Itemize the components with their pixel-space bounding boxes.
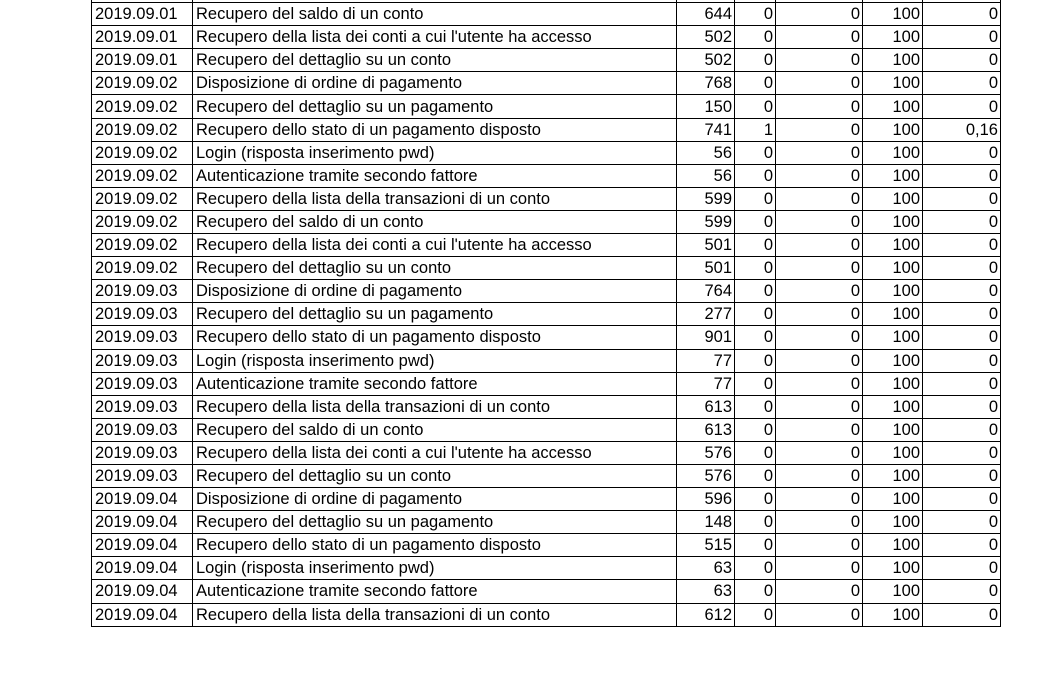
description-cell: Recupero della lista dei conti a cui l'utente ha accesso bbox=[193, 234, 677, 257]
error-count-cell: 0 bbox=[735, 488, 776, 511]
description-cell: Autenticazione tramite secondo fattore bbox=[193, 164, 677, 187]
table-row bbox=[92, 49, 1001, 72]
time-cell: 0 bbox=[923, 488, 1001, 511]
time-cell: 0 bbox=[923, 72, 1001, 95]
error-count-2-cell: 0 bbox=[776, 603, 863, 626]
time-cell: 0 bbox=[923, 234, 1001, 257]
error-count-2-cell: 0 bbox=[776, 441, 863, 464]
count-cell: 576 bbox=[677, 441, 735, 464]
table-row bbox=[92, 418, 1001, 441]
percent-cell: 100 bbox=[863, 280, 923, 303]
percent-cell: 100 bbox=[863, 580, 923, 603]
percent-cell: 100 bbox=[863, 372, 923, 395]
description-cell: Disposizione di ordine di pagamento bbox=[193, 280, 677, 303]
percent-cell: 100 bbox=[863, 257, 923, 280]
table-body bbox=[92, 0, 1001, 626]
error-count-2-cell: 0 bbox=[776, 349, 863, 372]
date-cell: 2019.09.01 bbox=[92, 3, 193, 26]
date-cell: 2019.09.03 bbox=[92, 349, 193, 372]
table-row bbox=[92, 603, 1001, 626]
description-cell: Autenticazione tramite secondo fattore bbox=[193, 372, 677, 395]
error-count-cell: 0 bbox=[735, 372, 776, 395]
count-cell: 599 bbox=[677, 187, 735, 210]
description-cell: Disposizione di ordine di pagamento bbox=[193, 488, 677, 511]
time-cell: 0 bbox=[923, 441, 1001, 464]
table-row bbox=[92, 187, 1001, 210]
time-cell: 0,16 bbox=[923, 118, 1001, 141]
error-count-cell: 0 bbox=[735, 349, 776, 372]
table-row bbox=[92, 464, 1001, 487]
table-row bbox=[92, 488, 1001, 511]
date-cell: 2019.09.02 bbox=[92, 95, 193, 118]
count-cell: 502 bbox=[677, 49, 735, 72]
time-cell: 0 bbox=[923, 49, 1001, 72]
count-cell: 501 bbox=[677, 234, 735, 257]
count-cell: 613 bbox=[677, 395, 735, 418]
description-cell: Login (risposta inserimento pwd) bbox=[193, 349, 677, 372]
description-cell: Login (risposta inserimento pwd) bbox=[193, 141, 677, 164]
error-count-cell: 0 bbox=[735, 141, 776, 164]
error-count-2-cell: 0 bbox=[776, 49, 863, 72]
percent-cell: 100 bbox=[863, 164, 923, 187]
error-count-2-cell: 0 bbox=[776, 95, 863, 118]
error-count-cell: 0 bbox=[735, 210, 776, 233]
count-cell: 596 bbox=[677, 488, 735, 511]
percent-cell: 100 bbox=[863, 303, 923, 326]
date-cell: 2019.09.03 bbox=[92, 418, 193, 441]
error-count-cell: 0 bbox=[735, 441, 776, 464]
time-cell: 0 bbox=[923, 326, 1001, 349]
date-cell: 2019.09.01 bbox=[92, 26, 193, 49]
error-count-cell: 0 bbox=[735, 72, 776, 95]
table-row bbox=[92, 395, 1001, 418]
table-row bbox=[92, 118, 1001, 141]
percent-cell: 100 bbox=[863, 49, 923, 72]
description-cell: Recupero dello stato di un pagamento disposto bbox=[193, 534, 677, 557]
description-cell: Recupero del dettaglio su un conto bbox=[193, 49, 677, 72]
percent-cell: 100 bbox=[863, 395, 923, 418]
error-count-2-cell: 0 bbox=[776, 3, 863, 26]
table-row bbox=[92, 349, 1001, 372]
date-cell: 2019.09.03 bbox=[92, 326, 193, 349]
description-cell: Recupero della lista della transazioni di un conto bbox=[193, 603, 677, 626]
percent-cell: 100 bbox=[863, 349, 923, 372]
percent-cell: 100 bbox=[863, 118, 923, 141]
time-cell: 0 bbox=[923, 580, 1001, 603]
error-count-cell: 0 bbox=[735, 534, 776, 557]
percent-cell: 100 bbox=[863, 3, 923, 26]
error-count-cell: 0 bbox=[735, 395, 776, 418]
description-cell: Recupero del saldo di un conto bbox=[193, 418, 677, 441]
percent-cell: 100 bbox=[863, 534, 923, 557]
count-cell: 741 bbox=[677, 118, 735, 141]
table-row bbox=[92, 280, 1001, 303]
count-cell: 150 bbox=[677, 95, 735, 118]
table-row bbox=[92, 557, 1001, 580]
date-cell: 2019.09.02 bbox=[92, 234, 193, 257]
date-cell: 2019.09.02 bbox=[92, 164, 193, 187]
count-cell: 501 bbox=[677, 257, 735, 280]
date-cell: 2019.09.03 bbox=[92, 441, 193, 464]
table-row bbox=[92, 326, 1001, 349]
date-cell: 2019.09.04 bbox=[92, 534, 193, 557]
date-cell: 2019.09.03 bbox=[92, 395, 193, 418]
error-count-cell: 0 bbox=[735, 95, 776, 118]
count-cell: 768 bbox=[677, 72, 735, 95]
percent-cell: 100 bbox=[863, 95, 923, 118]
percent-cell: 100 bbox=[863, 210, 923, 233]
time-cell: 0 bbox=[923, 26, 1001, 49]
time-cell: 0 bbox=[923, 187, 1001, 210]
date-cell: 2019.09.04 bbox=[92, 580, 193, 603]
table-row bbox=[92, 372, 1001, 395]
percent-cell: 100 bbox=[863, 187, 923, 210]
description-cell: Recupero del saldo di un conto bbox=[193, 3, 677, 26]
percent-cell: 100 bbox=[863, 234, 923, 257]
date-cell: 2019.09.02 bbox=[92, 257, 193, 280]
data-table bbox=[91, 0, 1001, 627]
error-count-2-cell: 0 bbox=[776, 511, 863, 534]
error-count-2-cell: 0 bbox=[776, 164, 863, 187]
table-row bbox=[92, 72, 1001, 95]
description-cell: Autenticazione tramite secondo fattore bbox=[193, 580, 677, 603]
date-cell: 2019.09.04 bbox=[92, 488, 193, 511]
description-cell: Recupero della lista della transazioni di un conto bbox=[193, 395, 677, 418]
time-cell: 0 bbox=[923, 303, 1001, 326]
count-cell: 63 bbox=[677, 557, 735, 580]
date-cell: 2019.09.02 bbox=[92, 141, 193, 164]
error-count-cell: 0 bbox=[735, 303, 776, 326]
time-cell: 0 bbox=[923, 141, 1001, 164]
error-count-cell: 0 bbox=[735, 26, 776, 49]
date-cell: 2019.09.04 bbox=[92, 557, 193, 580]
description-cell: Recupero dello stato di un pagamento disposto bbox=[193, 326, 677, 349]
error-count-2-cell: 0 bbox=[776, 141, 863, 164]
count-cell: 277 bbox=[677, 303, 735, 326]
description-cell: Recupero della lista della transazioni di un conto bbox=[193, 187, 677, 210]
count-cell: 599 bbox=[677, 210, 735, 233]
error-count-cell: 0 bbox=[735, 187, 776, 210]
error-count-cell: 0 bbox=[735, 49, 776, 72]
description-cell: Recupero del dettaglio su un pagamento bbox=[193, 303, 677, 326]
percent-cell: 100 bbox=[863, 441, 923, 464]
description-cell: Recupero del dettaglio su un pagamento bbox=[193, 511, 677, 534]
description-cell: Recupero della lista dei conti a cui l'utente ha accesso bbox=[193, 26, 677, 49]
percent-cell: 100 bbox=[863, 511, 923, 534]
percent-cell: 100 bbox=[863, 464, 923, 487]
table-row bbox=[92, 210, 1001, 233]
time-cell: 0 bbox=[923, 210, 1001, 233]
error-count-2-cell: 0 bbox=[776, 210, 863, 233]
error-count-2-cell: 0 bbox=[776, 488, 863, 511]
description-cell: Recupero dello stato di un pagamento disposto bbox=[193, 118, 677, 141]
time-cell: 0 bbox=[923, 603, 1001, 626]
error-count-cell: 0 bbox=[735, 464, 776, 487]
error-count-2-cell: 0 bbox=[776, 187, 863, 210]
date-cell: 2019.09.03 bbox=[92, 464, 193, 487]
count-cell: 148 bbox=[677, 511, 735, 534]
table-row bbox=[92, 303, 1001, 326]
date-cell: 2019.09.01 bbox=[92, 49, 193, 72]
count-cell: 613 bbox=[677, 418, 735, 441]
error-count-cell: 0 bbox=[735, 580, 776, 603]
percent-cell: 100 bbox=[863, 326, 923, 349]
table-row bbox=[92, 511, 1001, 534]
percent-cell: 100 bbox=[863, 488, 923, 511]
percent-cell: 100 bbox=[863, 72, 923, 95]
time-cell: 0 bbox=[923, 395, 1001, 418]
time-cell: 0 bbox=[923, 164, 1001, 187]
date-cell: 2019.09.03 bbox=[92, 372, 193, 395]
error-count-2-cell: 0 bbox=[776, 280, 863, 303]
time-cell: 0 bbox=[923, 257, 1001, 280]
description-cell: Disposizione di ordine di pagamento bbox=[193, 72, 677, 95]
description-cell: Recupero della lista dei conti a cui l'utente ha accesso bbox=[193, 441, 677, 464]
error-count-2-cell: 0 bbox=[776, 303, 863, 326]
count-cell: 515 bbox=[677, 534, 735, 557]
percent-cell: 100 bbox=[863, 141, 923, 164]
error-count-2-cell: 0 bbox=[776, 580, 863, 603]
time-cell: 0 bbox=[923, 349, 1001, 372]
count-cell: 56 bbox=[677, 164, 735, 187]
count-cell: 901 bbox=[677, 326, 735, 349]
date-cell: 2019.09.04 bbox=[92, 511, 193, 534]
error-count-2-cell: 0 bbox=[776, 464, 863, 487]
error-count-2-cell: 0 bbox=[776, 118, 863, 141]
table-row bbox=[92, 164, 1001, 187]
error-count-2-cell: 0 bbox=[776, 534, 863, 557]
error-count-2-cell: 0 bbox=[776, 26, 863, 49]
description-cell: Recupero del dettaglio su un conto bbox=[193, 257, 677, 280]
time-cell: 0 bbox=[923, 372, 1001, 395]
date-cell: 2019.09.03 bbox=[92, 303, 193, 326]
description-cell: Recupero del dettaglio su un pagamento bbox=[193, 95, 677, 118]
error-count-2-cell: 0 bbox=[776, 326, 863, 349]
table-row bbox=[92, 257, 1001, 280]
percent-cell: 100 bbox=[863, 26, 923, 49]
count-cell: 77 bbox=[677, 372, 735, 395]
date-cell: 2019.09.02 bbox=[92, 187, 193, 210]
time-cell: 0 bbox=[923, 95, 1001, 118]
time-cell: 0 bbox=[923, 418, 1001, 441]
error-count-2-cell: 0 bbox=[776, 72, 863, 95]
table-row bbox=[92, 95, 1001, 118]
percent-cell: 100 bbox=[863, 603, 923, 626]
error-count-cell: 0 bbox=[735, 511, 776, 534]
error-count-cell: 0 bbox=[735, 603, 776, 626]
description-cell: Recupero del saldo di un conto bbox=[193, 210, 677, 233]
error-count-2-cell: 0 bbox=[776, 418, 863, 441]
table-row bbox=[92, 234, 1001, 257]
count-cell: 644 bbox=[677, 3, 735, 26]
error-count-cell: 0 bbox=[735, 280, 776, 303]
table-row bbox=[92, 141, 1001, 164]
time-cell: 0 bbox=[923, 534, 1001, 557]
count-cell: 77 bbox=[677, 349, 735, 372]
table-row bbox=[92, 580, 1001, 603]
table-row bbox=[92, 3, 1001, 26]
error-count-2-cell: 0 bbox=[776, 372, 863, 395]
description-cell: Recupero del dettaglio su un conto bbox=[193, 464, 677, 487]
percent-cell: 100 bbox=[863, 418, 923, 441]
table-row bbox=[92, 26, 1001, 49]
date-cell: 2019.09.02 bbox=[92, 210, 193, 233]
error-count-cell: 0 bbox=[735, 257, 776, 280]
error-count-cell: 0 bbox=[735, 234, 776, 257]
percent-cell: 100 bbox=[863, 557, 923, 580]
error-count-cell: 0 bbox=[735, 326, 776, 349]
count-cell: 63 bbox=[677, 580, 735, 603]
error-count-2-cell: 0 bbox=[776, 257, 863, 280]
error-count-2-cell: 0 bbox=[776, 395, 863, 418]
count-cell: 56 bbox=[677, 141, 735, 164]
count-cell: 764 bbox=[677, 280, 735, 303]
time-cell: 0 bbox=[923, 557, 1001, 580]
time-cell: 0 bbox=[923, 3, 1001, 26]
time-cell: 0 bbox=[923, 280, 1001, 303]
date-cell: 2019.09.02 bbox=[92, 118, 193, 141]
date-cell: 2019.09.04 bbox=[92, 603, 193, 626]
date-cell: 2019.09.02 bbox=[92, 72, 193, 95]
time-cell: 0 bbox=[923, 511, 1001, 534]
count-cell: 612 bbox=[677, 603, 735, 626]
table-row bbox=[92, 534, 1001, 557]
error-count-cell: 0 bbox=[735, 164, 776, 187]
count-cell: 502 bbox=[677, 26, 735, 49]
error-count-2-cell: 0 bbox=[776, 234, 863, 257]
error-count-2-cell: 0 bbox=[776, 557, 863, 580]
error-count-cell: 0 bbox=[735, 557, 776, 580]
date-cell: 2019.09.03 bbox=[92, 280, 193, 303]
error-count-cell: 0 bbox=[735, 3, 776, 26]
count-cell: 576 bbox=[677, 464, 735, 487]
error-count-cell: 0 bbox=[735, 418, 776, 441]
description-cell: Login (risposta inserimento pwd) bbox=[193, 557, 677, 580]
time-cell: 0 bbox=[923, 464, 1001, 487]
table-row bbox=[92, 441, 1001, 464]
error-count-cell: 1 bbox=[735, 118, 776, 141]
